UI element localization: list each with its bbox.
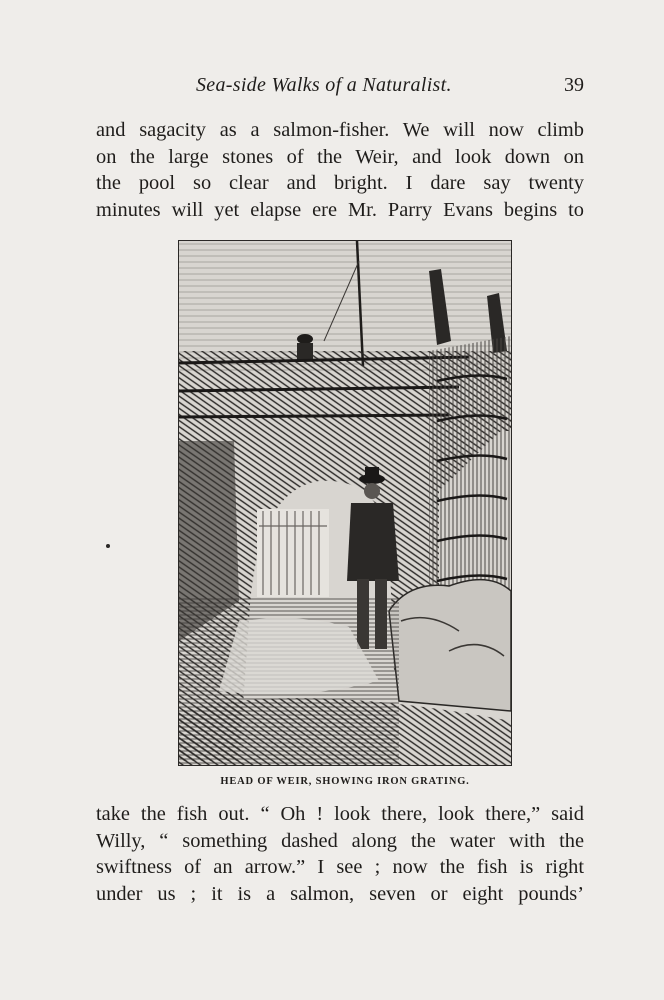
weir-engraving [179,241,511,765]
standing-man-head [364,483,380,499]
page-header [96,74,584,104]
text-line: minutes will yet elapse ere Mr. Parry Evans begins to [96,198,584,221]
figure-hat [297,334,313,344]
foreground-stones [179,698,511,765]
ink-speck [106,544,110,548]
text-line: swiftness of an arrow.” I see ; now the fish is right [96,856,584,878]
text-line: take the fish out. “ Oh ! look there, look there,” said [96,803,584,825]
running-title: Sea-side Walks of a Naturalist. [196,74,452,96]
paragraph-top [96,117,584,223]
text-line: on the large stones of the Weir, and look down on [96,145,584,168]
figure-caption: HEAD OF WEIR, SHOWING IRON GRATING. [220,776,470,787]
iron-grating-opening [257,509,329,597]
text-line: and sagacity as a salmon-fisher. We will now climb [96,119,584,141]
standing-man-coat [347,503,399,581]
text-line: the pool so clear and bright. I dare say twenty [96,172,584,194]
text-line: Willy, “ something dashed along the water with the [96,829,584,852]
page-number: 39 [564,74,584,96]
engraving-illustration [178,240,512,766]
paragraph-bottom [96,801,584,907]
rocks [389,580,511,711]
text-line: under us ; it is a salmon, seven or eight pounds’ [96,882,584,905]
